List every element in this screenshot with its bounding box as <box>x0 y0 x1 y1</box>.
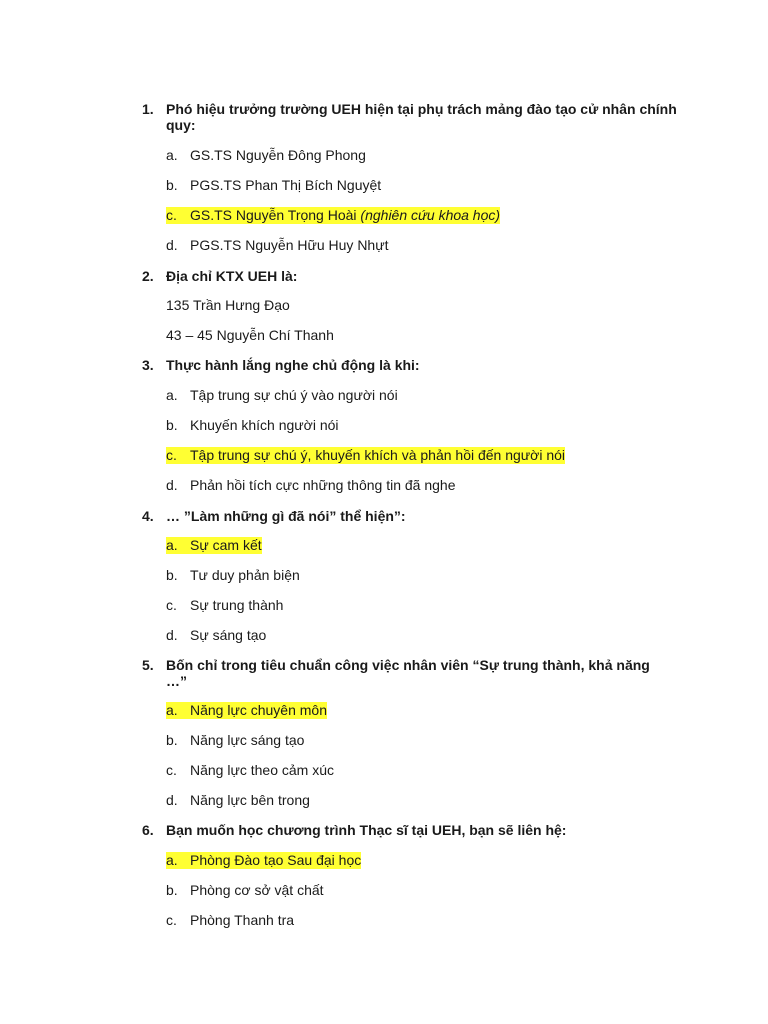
option-text: Tập trung sự chú ý, khuyến khích và phản hồi đến người nói <box>190 447 566 463</box>
option-label: d. <box>166 792 178 808</box>
option-label: b. <box>166 732 178 748</box>
question-text: Địa chỉ KTX UEH là: <box>166 268 298 284</box>
option-1c-answer <box>166 207 500 224</box>
option-label: a. <box>166 387 178 403</box>
option-label: b. <box>166 567 178 583</box>
option-text: GS.TS Nguyễn Đông Phong <box>190 147 366 163</box>
option-label: c. <box>166 912 177 928</box>
option-3d <box>166 477 456 494</box>
option-text: Phòng cơ sở vật chất <box>190 882 324 898</box>
question-6 <box>142 822 682 838</box>
question-text: Phó hiệu trưởng trường UEH hiện tại phụ trách mảng đào tạo cử nhân chính quy: <box>166 101 677 133</box>
option-label: a. <box>166 852 178 868</box>
option-label: c. <box>166 447 177 463</box>
question-number: 5. <box>142 657 154 673</box>
option-5b <box>166 732 304 749</box>
question-5 <box>142 657 662 689</box>
option-text: Phòng Thanh tra <box>190 912 295 928</box>
option-note: (nghiên cứu khoa học) <box>360 207 501 223</box>
option-label: a. <box>166 702 178 718</box>
option-label: c. <box>166 597 177 613</box>
option-1b <box>166 177 381 194</box>
option-label: d. <box>166 477 178 493</box>
option-text: Tập trung sự chú ý vào người nói <box>190 387 398 403</box>
option-4c <box>166 597 283 614</box>
option-4b <box>166 567 300 584</box>
question-text: Bạn muốn học chương trình Thạc sĩ tại UEH, bạn sẽ liên hệ: <box>166 822 567 838</box>
option-text: PGS.TS Phan Thị Bích Nguyệt <box>190 177 382 193</box>
option-1d <box>166 237 388 254</box>
question-number: 6. <box>142 822 154 838</box>
option-text: Tư duy phản biện <box>190 567 300 583</box>
option-label: d. <box>166 237 178 253</box>
answer-line-2: 43 – 45 Nguyễn Chí Thanh <box>166 327 334 343</box>
option-5c <box>166 762 334 779</box>
option-text: Phản hồi tích cực những thông tin đã nghe <box>190 477 456 493</box>
question-number: 1. <box>142 101 154 117</box>
option-4d <box>166 627 266 644</box>
question-number: 4. <box>142 508 154 524</box>
option-1a <box>166 147 366 164</box>
option-3c-answer <box>166 447 565 464</box>
option-5d <box>166 792 310 809</box>
option-label: a. <box>166 537 178 553</box>
option-6b <box>166 882 324 899</box>
option-label: b. <box>166 417 178 433</box>
question-text: … ”Làm những gì đã nói” thể hiện”: <box>166 508 406 524</box>
question-1 <box>142 101 682 133</box>
option-text: Khuyến khích người nói <box>190 417 339 433</box>
option-text: Sự sáng tạo <box>190 627 267 643</box>
option-6c <box>166 912 294 929</box>
option-text: Phòng Đào tạo Sau đại học <box>190 852 362 868</box>
option-6a-answer <box>166 852 361 869</box>
question-text: Thực hành lắng nghe chủ động là khi: <box>166 357 420 373</box>
option-4a-answer <box>166 537 262 554</box>
question-2 <box>142 268 682 284</box>
option-3b <box>166 417 339 434</box>
option-text: Sự cam kết <box>190 537 262 553</box>
option-text: PGS.TS Nguyễn Hữu Huy Nhựt <box>190 237 389 253</box>
question-number: 3. <box>142 357 154 373</box>
question-text: Bốn chỉ trong tiêu chuẩn công việc nhân viên “Sự trung thành, khả năng …” <box>166 657 650 689</box>
option-label: d. <box>166 627 178 643</box>
question-number: 2. <box>142 268 154 284</box>
option-label: c. <box>166 762 177 778</box>
option-text: GS.TS Nguyễn Trọng Hoài <box>190 207 357 223</box>
answer-line-1: 135 Trần Hưng Đạo <box>166 297 290 313</box>
option-text: Năng lực theo cảm xúc <box>190 762 334 778</box>
option-label: c. <box>166 207 177 223</box>
option-3a <box>166 387 398 404</box>
option-label: b. <box>166 882 178 898</box>
option-label: b. <box>166 177 178 193</box>
option-text: Năng lực bên trong <box>190 792 310 808</box>
option-text: Năng lực chuyên môn <box>190 702 327 718</box>
option-text: Sự trung thành <box>190 597 284 613</box>
option-label: a. <box>166 147 178 163</box>
question-3 <box>142 357 682 373</box>
option-5a-answer <box>166 702 327 719</box>
question-4 <box>142 508 682 524</box>
option-text: Năng lực sáng tạo <box>190 732 305 748</box>
